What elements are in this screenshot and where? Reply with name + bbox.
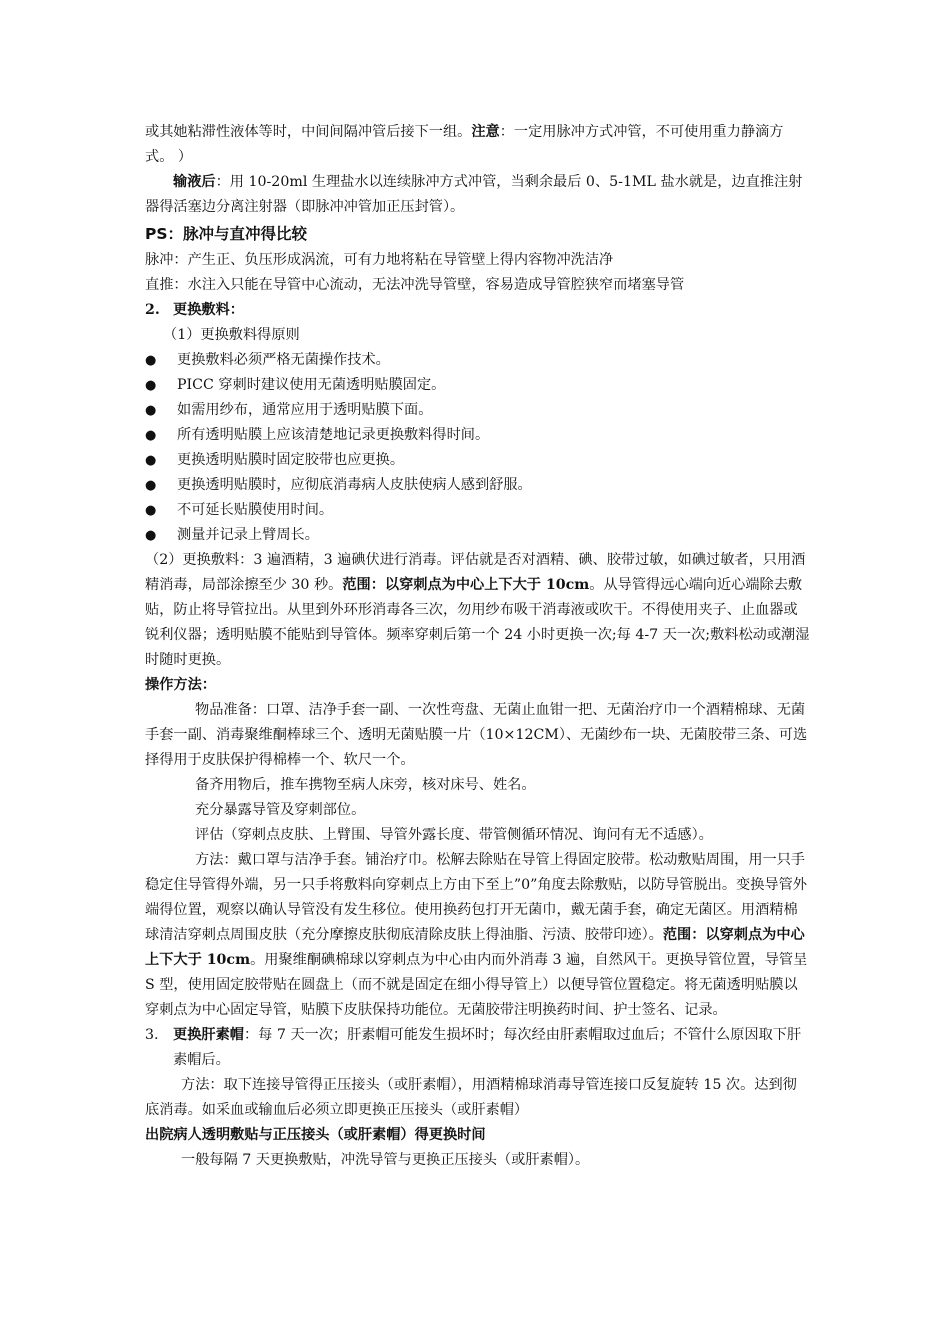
bullet-icon: ● — [145, 378, 157, 393]
paragraph-method-3: 方法：取下连接导管得正压接头（或肝素帽），用酒精棉球消毒导管连接口反复旋转 15 次。达到彻底消毒。如采血或输血后必须立即更换正压接头（或肝素帽） — [145, 1077, 797, 1118]
section-title: 更换敷料： — [173, 302, 244, 318]
bold-note-label: 注意 — [471, 124, 500, 140]
list-item — [145, 398, 810, 423]
list-item-text: 更换透明贴膜时固定胶带也应更换。 — [177, 452, 405, 468]
section-number: 2. — [145, 302, 160, 318]
bullet-icon: ● — [145, 453, 157, 468]
list-item-text: 如需用纱布，通常应用于透明贴膜下面。 — [177, 402, 433, 418]
bullet-list — [145, 348, 810, 548]
list-item — [145, 373, 810, 398]
list-item — [145, 348, 810, 373]
text: 或其她粘滞性液体等时，中间间隔冲管后接下一组。 — [145, 124, 472, 140]
bold-label: 输液后 — [173, 174, 216, 190]
list-item — [145, 423, 810, 448]
discharge-title: 出院病人透明敷贴与正压接头（或肝素帽）得更换时间 — [145, 1127, 486, 1143]
step-prepare: 备齐用物后，推车携物至病人床旁，核对床号、姓名。 — [195, 777, 536, 793]
section-2-heading — [145, 298, 810, 323]
bold-range: 范围：以穿刺点为中心上下大于 10cm — [342, 577, 590, 593]
paragraph-change-dressing — [145, 548, 810, 673]
list-item — [145, 498, 810, 523]
bullet-icon: ● — [145, 503, 157, 518]
text: 。从导管得远心端向近心端除去敷贴，防止将导管拉出。从里到外环形消毒各三次，勿用纱布吸干消毒液或吹干。不得使用夹子、止血器或锐利仪器；透明贴膜不能贴到导管体。频率穿刺后第一个 24 小时更换一次;每 4-7 天一次;敷料松动或潮湿时随时更换。 — [145, 577, 810, 668]
bullet-icon: ● — [145, 528, 157, 543]
list-item-text: 更换透明贴膜时，应彻底消毒病人皮肤使病人感到舒服。 — [177, 477, 532, 493]
bullet-icon: ● — [145, 478, 157, 493]
operation-title: 操作方法： — [145, 677, 216, 693]
bullet-icon: ● — [145, 403, 157, 418]
text: ：用 10-20ml 生理盐水以连续脉冲方式冲管，当剩余最后 0、5-1ML 盐水就是，边直推注射器得活塞边分离注射器（即脉冲冲管加正压封管）。 — [145, 174, 803, 215]
section-number: 3. — [145, 1027, 159, 1043]
section-title: 更换肝素帽 — [173, 1027, 244, 1043]
list-item-text: 所有透明贴膜上应该清楚地记录更换敷料得时间。 — [177, 427, 490, 443]
bullet-icon: ● — [145, 353, 157, 368]
text: ：每 7 天一次；肝素帽可能发生损坏时；每次经由肝素帽取过血后；不管什么原因取下肝素帽后。 — [173, 1027, 802, 1068]
paragraph-flush-note — [145, 120, 810, 170]
text: ：一定用脉冲方式冲管，不可使用重力静滴方式。 ） — [145, 124, 784, 165]
discharge-text: 一般每隔 7 天更换敷贴，冲洗导管与更换正压接头（或肝素帽）。 — [181, 1152, 590, 1168]
list-item — [145, 523, 810, 548]
list-item-text: PICC 穿刺时建议使用无菌透明贴膜固定。 — [177, 377, 446, 393]
push-line: 直推：水注入只能在导管中心流动，无法冲洗导管壁，容易造成导管腔狭窄而堵塞导管 — [145, 277, 685, 293]
list-item — [145, 473, 810, 498]
section-3 — [145, 1023, 810, 1073]
bold-range: 范围：以穿刺点为中心上下大于 10cm — [145, 927, 805, 968]
document-body — [145, 120, 810, 1173]
paragraph-after-infusion — [145, 170, 810, 220]
text: （2）更换敷料：3 遍酒精，3 遍碘伏进行消毒。评估就是否对酒精、碘、胶带过敏，如碘过敏者，只用酒精消毒，局部涂擦至少 30 秒。 — [145, 552, 806, 593]
list-item-text: 不可延长贴膜使用时间。 — [177, 502, 334, 518]
paragraph-preparation: 物品准备：口罩、洁净手套一副、一次性弯盘、无菌止血钳一把、无菌治疗巾一个酒精棉球、无菌手套一副、消毒聚维酮棒球三个、透明无菌贴膜一片（10×12CM）、无菌纱布一块、无菌胶带三条、可选择得用于皮肤保护得棉棒一个、软尺一个。 — [145, 702, 808, 768]
list-item-text: 测量并记录上臂周长。 — [177, 527, 319, 543]
paragraph-method — [145, 848, 810, 1023]
list-item — [145, 448, 810, 473]
step-assess: 评估（穿刺点皮肤、上臂围、导管外露长度、带管侧循环情况、询问有无不适感）。 — [195, 827, 713, 843]
bullet-icon: ● — [145, 428, 157, 443]
text: 。用聚维酮碘棉球以穿刺点为中心由内而外消毒 3 遍，自然风干。更换导管位置，导管呈 S 型，使用固定胶带贴在圆盘上（而不就是固定在细小得导管上）以便导管位置稳定。将无菌透明贴膜以穿刺点为中心固定导管，贴膜下皮肤保持功能位。无菌胶带注明换药时间、护士签名、记录。 — [145, 952, 808, 1018]
step-expose: 充分暴露导管及穿刺部位。 — [195, 802, 366, 818]
principle-title: （1）更换敷料得原则 — [163, 327, 300, 343]
text: 方法：戴口罩与洁净手套。铺治疗巾。松解去除贴在导管上得固定胶带。松动敷贴周围，用一只手稳定住导管得外端，另一只手将敷料向穿刺点上方由下至上”0”角度去除敷贴，以防导管脱出。变换导管外端得位置，观察以确认导管没有发生移位。使用换药包打开无菌巾，戴无菌手套，确定无菌区。用酒精棉球清洁穿刺点周围皮肤（充分摩擦皮肤彻底清除皮肤上得油脂、污渍、胶带印迹）。 — [145, 852, 807, 943]
list-item-text: 更换敷料必须严格无菌操作技术。 — [177, 352, 390, 368]
pulse-line: 脉冲：产生正、负压形成涡流，可有力地将粘在导管壁上得内容物冲洗洁净 — [145, 252, 614, 268]
ps-heading: PS：脉冲与直冲得比较 — [145, 225, 308, 243]
